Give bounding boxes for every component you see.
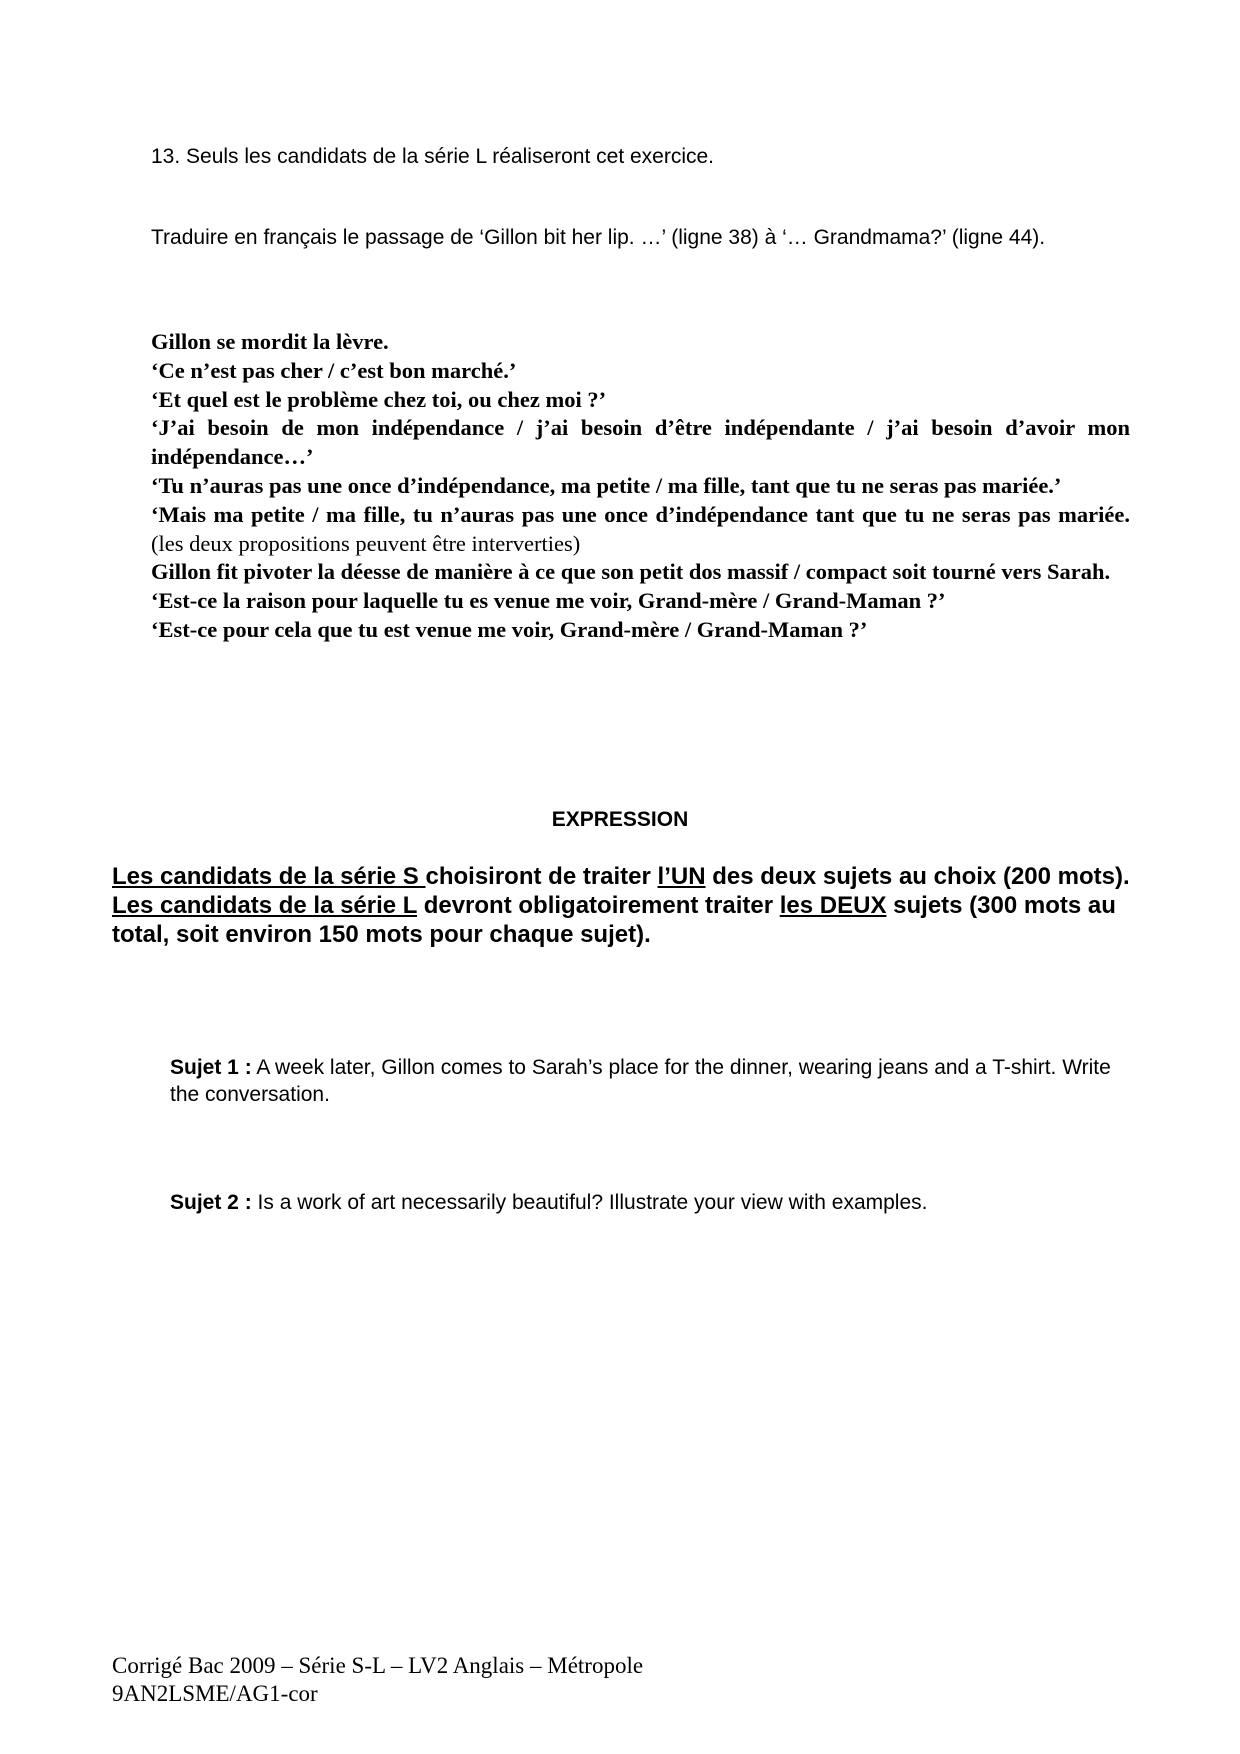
translation-line: ‘Et quel est le problème chez toi, ou chez moi ?’: [151, 386, 607, 412]
translation-line: Gillon fit pivoter la déesse de manière à ce que son petit dos massif / compact soit tourné vers Sarah.: [151, 559, 1111, 585]
serie-s-text: choisiront de traiter: [425, 863, 658, 890]
serie-l-emphasis: les DEUX: [779, 892, 887, 919]
subject-1-label: Sujet 1 :: [170, 1056, 252, 1079]
page-footer: [112, 1652, 643, 1708]
translation-line: ‘Est-ce pour cela que tu est venue me voir, Grand-mère / Grand-Maman ?’: [151, 616, 868, 642]
footer-line-2: 9AN2LSME/AG1-cor: [112, 1681, 318, 1706]
expression-rules: [112, 862, 1130, 949]
translation-line-text: ‘Mais ma petite / ma fille, tu n’auras pas une once d’indépendance tant que tu ne seras pas mariée.: [151, 501, 1130, 527]
subject-1: [170, 1054, 1130, 1108]
translation-line: [151, 501, 1130, 559]
footer-line-1: Corrigé Bac 2009 – Série S-L – LV2 Anglais – Métropole: [112, 1653, 644, 1678]
translation-note: (les deux propositions peuvent être interverties): [151, 530, 581, 556]
serie-s-emphasis: l’UN: [657, 863, 706, 890]
serie-l-rule: [112, 891, 1130, 949]
subject-2-text: Is a work of art necessarily beautiful? Illustrate your view with examples.: [251, 1191, 928, 1214]
translation-answer: [151, 328, 1130, 645]
subject-1-text: A week later, Gillon comes to Sarah’s place for the dinner, wearing jeans and a T-shirt. Write the conversation.: [170, 1056, 1111, 1106]
translation-line: ‘Ce n’est pas cher / c’est bon marché.’: [151, 357, 517, 383]
translation-line: ‘Tu n’auras pas une once d’indépendance, ma petite / ma fille, tant que tu ne seras pas mariée.’: [151, 472, 1062, 498]
serie-l-text: devront obligatoirement traiter: [417, 892, 780, 919]
serie-s-text-end: des deux sujets au choix (200 mots).: [705, 863, 1130, 890]
serie-s-label: Les candidats de la série S: [112, 863, 426, 890]
serie-s-rule: [112, 862, 1130, 891]
subject-2: [170, 1189, 1130, 1216]
translation-instruction: Traduire en français le passage de ‘Gillon bit her lip. …’ (ligne 38) à ‘… Grandmama?’ (ligne 44).: [151, 226, 1046, 249]
translation-line: ‘J’ai besoin de mon indépendance / j’ai besoin d’être indépendante / j’ai besoin d’avoir mon indépendance…’: [151, 415, 1130, 470]
serie-l-text-end: sujets (300 mots au total, soit environ 150 mots pour chaque sujet).: [112, 892, 1116, 948]
expression-title: EXPRESSION: [551, 808, 689, 831]
question-13-heading: 13. Seuls les candidats de la série L réaliseront cet exercice.: [151, 145, 715, 168]
serie-l-label: Les candidats de la série L: [112, 892, 418, 919]
translation-line: ‘Est-ce la raison pour laquelle tu es venue me voir, Grand-mère / Grand-Maman ?’: [151, 588, 946, 614]
translation-line: Gillon se mordit la lèvre.: [151, 329, 389, 354]
subject-2-label: Sujet 2 :: [170, 1191, 252, 1214]
